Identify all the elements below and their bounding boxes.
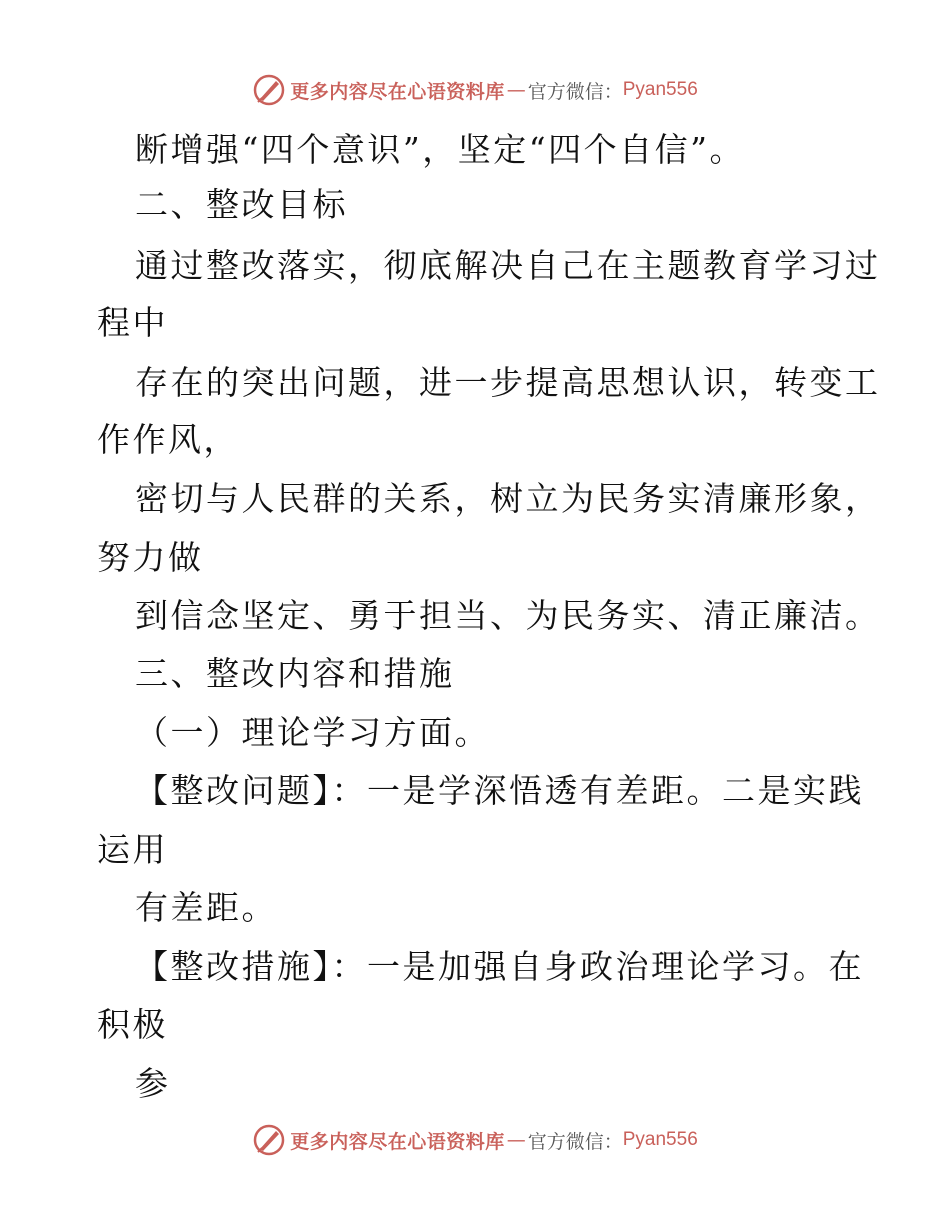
quill-pen-logo-icon — [252, 73, 286, 107]
footer-watermark — [0, 1120, 950, 1160]
text-line: 通过整改落实，彻底解决自己在主题教育学习过 — [135, 246, 881, 285]
text-line: 积极 — [97, 1005, 168, 1044]
text-line: 作作风， — [97, 420, 239, 459]
text-line: 密切与人民群的关系，树立为民务实清廉形象， — [135, 479, 881, 518]
text-line: 存在的突出问题，进一步提高思想认识，转变工 — [135, 363, 881, 402]
header-watermark — [0, 70, 950, 110]
text-line: 到信念坚定、勇于担当、为民务实、清正廉洁。 — [135, 596, 881, 635]
text-line: 有差距。 — [135, 888, 277, 927]
text-line: 断增强“四个意识”，坚定“四个自信”。 — [135, 130, 745, 169]
watermark-wechat-label: 官方微信： — [527, 80, 623, 103]
watermark-account: Pyan556 — [622, 79, 698, 100]
text-line: 【整改措施】：一是加强自身政治理论学习。在 — [135, 947, 864, 986]
section-heading: 二、整改目标 — [135, 185, 348, 224]
text-line: 【整改问题】：一是学深悟透有差距。二是实践 — [135, 771, 864, 810]
watermark-dash: — — [506, 1129, 526, 1151]
watermark-brand-text: 更多内容尽在心语资料库 — [290, 80, 505, 103]
watermark-account: Pyan556 — [622, 1129, 698, 1150]
quill-pen-logo-icon — [252, 1123, 286, 1157]
watermark-dash: — — [506, 79, 526, 101]
text-line: 努力做 — [97, 538, 204, 577]
text-line: 参 — [135, 1064, 171, 1103]
subsection-heading: （一）理论学习方面。 — [135, 713, 490, 752]
watermark-brand-text: 更多内容尽在心语资料库 — [290, 1130, 505, 1153]
text-line: 运用 — [97, 830, 168, 869]
text-line: 程中 — [97, 303, 168, 342]
watermark-wechat-label: 官方微信： — [527, 1130, 623, 1153]
section-heading: 三、整改内容和措施 — [135, 654, 455, 693]
